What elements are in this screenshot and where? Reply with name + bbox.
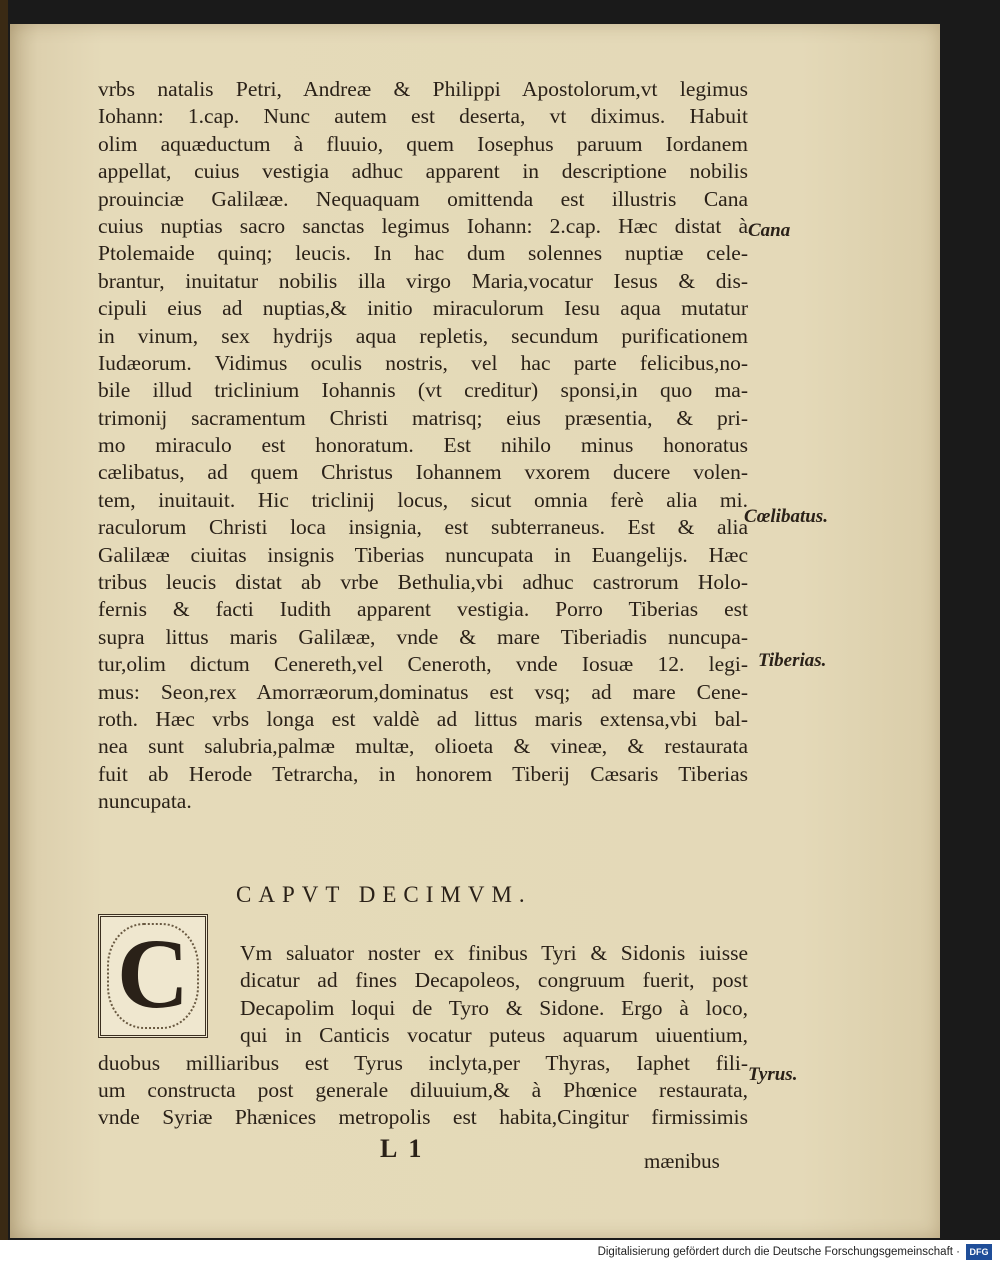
text-line: um constructa post generale diluuium,& à Phœnice restaurata, xyxy=(98,1077,748,1102)
text-line: roth. Hæc vrbs longa est valdè ad littus maris extensa,vbi bal- xyxy=(98,706,748,731)
text-line: appellat, cuius vestigia adhuc apparent in descriptione nobilis xyxy=(98,159,748,184)
dfg-logo: DFG xyxy=(966,1244,992,1260)
text-line: Galilææ ciuitas insignis Tiberias nuncupata in Euangelijs. Hæc xyxy=(98,542,748,567)
margin-note-cana: Cana xyxy=(748,220,791,241)
text-line: bile illud triclinium Iohannis (vt creditur) sponsi,in quo ma- xyxy=(98,378,748,403)
text-line: cipuli eius ad nuptias,& initio miraculorum Iesu aqua mutatur xyxy=(98,296,748,321)
text-line: mus: Seon,rex Amorræorum,dominatus est vsq; ad mare Cene- xyxy=(98,679,748,704)
text-line: Decapolim loqui de Tyro & Sidone. Ergo à loco, xyxy=(240,995,748,1020)
text-line: cuius nuptias sacro sanctas legimus Iohann: 2.cap. Hæc distat à xyxy=(98,213,748,238)
text-line: olim aquæductum à fluuio, quem Iosephus paruum Iordanem xyxy=(98,131,748,156)
text-line: tur,olim dictum Cenereth,vel Ceneroth, vnde Iosuæ 12. legi- xyxy=(98,652,748,677)
text-line: Ptolemaide quinq; leucis. In hac dum solennes nuptiæ cele- xyxy=(98,241,748,266)
text-line: qui in Canticis vocatur puteus aquarum uiuentium, xyxy=(240,1023,748,1048)
text-line: mo miraculo est honoratum. Est nihilo minus honoratus xyxy=(98,433,748,458)
text-line: vrbs natalis Petri, Andreæ & Philippi Apostolorum,vt legimus xyxy=(98,77,748,101)
chapter-text-block xyxy=(98,940,748,1132)
main-text-block xyxy=(98,76,748,816)
text-line: raculorum Christi loca insignia, est subterraneus. Est & alia xyxy=(98,515,748,540)
signature-mark: L 1 xyxy=(380,1134,425,1163)
text-line: Iohann: 1.cap. Nunc autem est deserta, vt diximus. Habuit xyxy=(98,104,748,129)
text-line: tribus leucis distat ab vrbe Bethulia,vbi adhuc castrorum Holo- xyxy=(98,570,748,595)
margin-note-tiberias: Tiberias. xyxy=(758,650,827,671)
text-line: nea sunt salubria,palmæ multæ, olioeta & vineæ, & restaurata xyxy=(98,734,748,759)
text-line: fernis & facti Iudith apparent vestigia. Porro Tiberias est xyxy=(98,597,748,622)
text-line: prouinciæ Galilææ. Nequaquam omittenda est illustris Cana xyxy=(98,186,748,211)
text-line: duobus milliaribus est Tyrus inclyta,per Thyras, Iaphet fili- xyxy=(98,1050,748,1075)
footer-credit: Digitalisierung gefördert durch die Deutsche Forschungsgemeinschaft · xyxy=(597,1246,960,1258)
text-line: vnde Syriæ Phænices metropolis est habita,Cingitur firmissimis xyxy=(98,1105,748,1130)
text-line: nuncupata. xyxy=(98,789,192,814)
chapter-heading: CAPVT DECIMVM. xyxy=(236,882,532,907)
margin-note-caelibatus: Cœlibatus. xyxy=(744,506,828,527)
text-line: brantur, inuitatur nobilis illa virgo Maria,vocatur Iesus & dis- xyxy=(98,268,748,293)
text-line: in vinum, sex hydrijs aqua repletis, secundum purificationem xyxy=(98,323,748,348)
text-line: tem, inuitauit. Hic triclinij locus, sicut omnia ferè alia mi. xyxy=(98,487,748,512)
margin-note-tyrus: Tyrus. xyxy=(748,1064,798,1085)
initial-letter: C xyxy=(116,918,190,1029)
footer-bar xyxy=(0,1240,1000,1268)
text-line: supra littus maris Galilææ, vnde & mare Tiberiadis nuncupa- xyxy=(98,624,748,649)
text-line: cælibatus, ad quem Christus Iohannem vxorem ducere volen- xyxy=(98,460,748,485)
catchword: mænibus xyxy=(644,1149,720,1173)
text-line: Iudæorum. Vidimus oculis nostris, vel hac parte felicibus,no- xyxy=(98,350,748,375)
text-line: fuit ab Herode Tetrarcha, in honorem Tiberij Cæsaris Tiberias xyxy=(98,761,748,786)
book-spine xyxy=(0,0,8,1240)
text-line: trimonij sacramentum Christi matrisq; eius præsentia, & pri- xyxy=(98,405,748,430)
text-line: dicatur ad fines Decapoleos, congruum fuerit, post xyxy=(240,968,748,993)
text-line: Vm saluator noster ex finibus Tyri & Sidonis iuisse xyxy=(240,941,748,965)
